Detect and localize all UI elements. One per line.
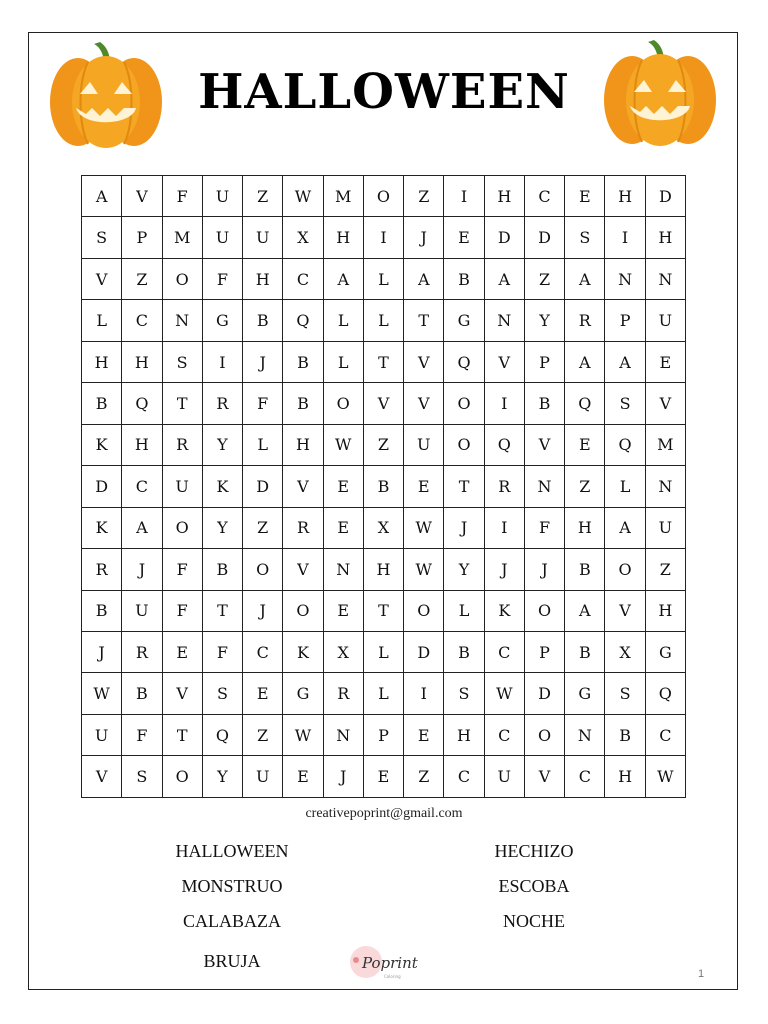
grid-cell: R xyxy=(565,300,605,341)
grid-cell: B xyxy=(524,383,564,424)
grid-cell: X xyxy=(323,631,363,672)
grid-cell: Z xyxy=(404,176,444,217)
grid-cell: O xyxy=(243,549,283,590)
grid-row xyxy=(82,507,686,548)
grid-cell: B xyxy=(444,258,484,299)
grid-cell: H xyxy=(605,176,645,217)
grid-cell: J xyxy=(243,590,283,631)
grid-cell: E xyxy=(404,714,444,755)
grid-cell: D xyxy=(243,466,283,507)
grid-cell: N xyxy=(323,714,363,755)
grid-cell: H xyxy=(122,341,162,382)
grid-cell: J xyxy=(82,631,122,672)
grid-cell: O xyxy=(283,590,323,631)
grid-cell: D xyxy=(645,176,685,217)
grid-cell: E xyxy=(162,631,202,672)
grid-cell: H xyxy=(605,756,645,798)
grid-cell: C xyxy=(565,756,605,798)
grid-cell: H xyxy=(565,507,605,548)
grid-cell: F xyxy=(162,590,202,631)
grid-cell: M xyxy=(162,217,202,258)
grid-cell: V xyxy=(162,673,202,714)
grid-cell: V xyxy=(82,756,122,798)
grid-cell: W xyxy=(283,714,323,755)
grid-cell: U xyxy=(202,176,242,217)
grid-cell: H xyxy=(122,424,162,465)
grid-cell: H xyxy=(82,341,122,382)
grid-cell: H xyxy=(323,217,363,258)
grid-cell: B xyxy=(565,631,605,672)
grid-cell: F xyxy=(524,507,564,548)
grid-cell: Z xyxy=(524,258,564,299)
grid-cell: B xyxy=(283,383,323,424)
grid-cell: T xyxy=(202,590,242,631)
grid-cell: U xyxy=(162,466,202,507)
svg-text:Coloring: Coloring xyxy=(384,974,401,979)
grid-cell: L xyxy=(363,258,403,299)
grid-cell: O xyxy=(323,383,363,424)
grid-cell: Q xyxy=(645,673,685,714)
grid-cell: H xyxy=(444,714,484,755)
grid-cell: Z xyxy=(363,424,403,465)
grid-cell: Z xyxy=(404,756,444,798)
grid-cell: L xyxy=(363,631,403,672)
grid-cell: E xyxy=(283,756,323,798)
grid-cell: A xyxy=(605,341,645,382)
grid-cell: E xyxy=(444,217,484,258)
grid-cell: A xyxy=(484,258,524,299)
grid-cell: R xyxy=(484,466,524,507)
grid-row xyxy=(82,549,686,590)
grid-cell: M xyxy=(323,176,363,217)
grid-cell: G xyxy=(283,673,323,714)
word-list-item: HECHIZO xyxy=(494,841,574,861)
grid-cell: F xyxy=(162,176,202,217)
grid-cell: J xyxy=(444,507,484,548)
grid-cell: P xyxy=(605,300,645,341)
grid-cell: A xyxy=(605,507,645,548)
grid-cell: R xyxy=(323,673,363,714)
grid-cell: H xyxy=(283,424,323,465)
grid-cell: V xyxy=(645,383,685,424)
grid-row xyxy=(82,176,686,217)
grid-cell: G xyxy=(565,673,605,714)
grid-cell: Q xyxy=(444,341,484,382)
grid-cell: Z xyxy=(645,549,685,590)
grid-row xyxy=(82,424,686,465)
grid-cell: C xyxy=(122,466,162,507)
grid-cell: F xyxy=(202,258,242,299)
grid-cell: U xyxy=(484,756,524,798)
grid-cell: G xyxy=(444,300,484,341)
grid-cell: C xyxy=(484,714,524,755)
grid-cell: J xyxy=(404,217,444,258)
poprint-logo-icon xyxy=(346,940,418,984)
grid-cell: O xyxy=(162,756,202,798)
grid-cell: S xyxy=(162,341,202,382)
grid-cell: V xyxy=(283,466,323,507)
grid-cell: C xyxy=(524,176,564,217)
grid-cell: L xyxy=(605,466,645,507)
word-list-item: MONSTRUO xyxy=(181,876,283,896)
grid-row xyxy=(82,217,686,258)
word-list-item: BRUJA xyxy=(203,951,261,971)
grid-cell: P xyxy=(122,217,162,258)
grid-cell: E xyxy=(565,424,605,465)
grid-cell: T xyxy=(444,466,484,507)
grid-cell: A xyxy=(404,258,444,299)
grid-cell: Q xyxy=(484,424,524,465)
grid-cell: M xyxy=(645,424,685,465)
grid-cell: U xyxy=(243,217,283,258)
page-title: HALLOWEEN xyxy=(198,64,570,120)
grid-cell: Y xyxy=(202,507,242,548)
grid-cell: U xyxy=(82,714,122,755)
grid-cell: D xyxy=(82,466,122,507)
grid-cell: S xyxy=(202,673,242,714)
grid-cell: S xyxy=(605,673,645,714)
grid-cell: H xyxy=(484,176,524,217)
grid-cell: I xyxy=(363,217,403,258)
grid-cell: B xyxy=(283,341,323,382)
grid-cell: K xyxy=(82,507,122,548)
grid-cell: Z xyxy=(243,507,283,548)
grid-cell: T xyxy=(363,590,403,631)
grid-cell: A xyxy=(565,341,605,382)
grid-cell: I xyxy=(484,507,524,548)
grid-cell: F xyxy=(122,714,162,755)
grid-cell: E xyxy=(323,507,363,548)
grid-cell: S xyxy=(444,673,484,714)
grid-cell: J xyxy=(484,549,524,590)
grid-cell: Y xyxy=(524,300,564,341)
grid-cell: G xyxy=(202,300,242,341)
grid-cell: A xyxy=(565,258,605,299)
grid-cell: U xyxy=(645,507,685,548)
grid-cell: U xyxy=(645,300,685,341)
grid-cell: X xyxy=(363,507,403,548)
grid-cell: V xyxy=(404,341,444,382)
grid-cell: W xyxy=(404,507,444,548)
grid-cell: Z xyxy=(243,714,283,755)
grid-cell: U xyxy=(122,590,162,631)
grid-cell: V xyxy=(283,549,323,590)
grid-cell: V xyxy=(524,756,564,798)
grid-row xyxy=(82,300,686,341)
grid-cell: D xyxy=(484,217,524,258)
grid-cell: E xyxy=(363,756,403,798)
grid-cell: J xyxy=(122,549,162,590)
page-number: 1 xyxy=(698,968,705,980)
grid-row xyxy=(82,258,686,299)
grid-cell: A xyxy=(82,176,122,217)
grid-cell: C xyxy=(283,258,323,299)
grid-row xyxy=(82,631,686,672)
grid-cell: W xyxy=(645,756,685,798)
grid-cell: W xyxy=(484,673,524,714)
grid-cell: V xyxy=(484,341,524,382)
grid-cell: R xyxy=(122,631,162,672)
grid-cell: O xyxy=(363,176,403,217)
word-list-item: HALLOWEEN xyxy=(175,841,289,861)
grid-cell: Q xyxy=(122,383,162,424)
grid-cell: I xyxy=(605,217,645,258)
grid-cell: A xyxy=(565,590,605,631)
grid-cell: V xyxy=(363,383,403,424)
grid-cell: V xyxy=(404,383,444,424)
grid-cell: T xyxy=(162,714,202,755)
grid-cell: J xyxy=(524,549,564,590)
grid-row xyxy=(82,341,686,382)
grid-cell: F xyxy=(162,549,202,590)
grid-cell: Q xyxy=(283,300,323,341)
grid-cell: S xyxy=(605,383,645,424)
grid-cell: E xyxy=(323,466,363,507)
grid-cell: B xyxy=(243,300,283,341)
grid-cell: D xyxy=(524,673,564,714)
grid-cell: J xyxy=(323,756,363,798)
grid-cell: L xyxy=(444,590,484,631)
grid-cell: W xyxy=(283,176,323,217)
svg-text:Poprint: Poprint xyxy=(362,954,418,972)
grid-cell: W xyxy=(82,673,122,714)
grid-cell: L xyxy=(323,300,363,341)
grid-cell: E xyxy=(645,341,685,382)
contact-email: creativepoprint@gmail.com xyxy=(305,806,463,821)
grid-cell: L xyxy=(323,341,363,382)
grid-cell: R xyxy=(202,383,242,424)
grid-cell: P xyxy=(363,714,403,755)
grid-cell: E xyxy=(323,590,363,631)
grid-cell: I xyxy=(484,383,524,424)
grid-cell: I xyxy=(202,341,242,382)
grid-cell: N xyxy=(484,300,524,341)
grid-cell: S xyxy=(82,217,122,258)
grid-cell: B xyxy=(202,549,242,590)
grid-cell: N xyxy=(162,300,202,341)
grid-cell: V xyxy=(82,258,122,299)
grid-cell: T xyxy=(404,300,444,341)
grid-cell: X xyxy=(283,217,323,258)
grid-cell: O xyxy=(444,383,484,424)
grid-cell: O xyxy=(404,590,444,631)
grid-cell: O xyxy=(524,714,564,755)
grid-cell: A xyxy=(122,507,162,548)
grid-cell: V xyxy=(524,424,564,465)
grid-row xyxy=(82,466,686,507)
grid-cell: S xyxy=(565,217,605,258)
grid-cell: H xyxy=(645,590,685,631)
grid-cell: C xyxy=(243,631,283,672)
grid-cell: F xyxy=(243,383,283,424)
grid-row xyxy=(82,714,686,755)
grid-row xyxy=(82,383,686,424)
grid-cell: B xyxy=(82,383,122,424)
grid-cell: O xyxy=(162,507,202,548)
grid-cell: C xyxy=(645,714,685,755)
grid-cell: V xyxy=(605,590,645,631)
grid-cell: P xyxy=(524,631,564,672)
grid-cell: O xyxy=(444,424,484,465)
grid-cell: U xyxy=(202,217,242,258)
grid-cell: O xyxy=(605,549,645,590)
grid-cell: I xyxy=(404,673,444,714)
grid-cell: H xyxy=(243,258,283,299)
grid-cell: B xyxy=(565,549,605,590)
grid-cell: A xyxy=(323,258,363,299)
grid-cell: K xyxy=(82,424,122,465)
grid-cell: Y xyxy=(202,424,242,465)
grid-row xyxy=(82,590,686,631)
grid-cell: R xyxy=(283,507,323,548)
grid-cell: N xyxy=(565,714,605,755)
grid-cell: E xyxy=(404,466,444,507)
grid-cell: N xyxy=(524,466,564,507)
grid-cell: D xyxy=(524,217,564,258)
grid-cell: D xyxy=(404,631,444,672)
grid-cell: J xyxy=(243,341,283,382)
grid-cell: H xyxy=(645,217,685,258)
grid-cell: Q xyxy=(202,714,242,755)
grid-cell: N xyxy=(605,258,645,299)
word-list-item: NOCHE xyxy=(503,911,565,931)
grid-cell: N xyxy=(323,549,363,590)
grid-cell: R xyxy=(82,549,122,590)
grid-cell: Q xyxy=(565,383,605,424)
grid-cell: W xyxy=(404,549,444,590)
grid-cell: B xyxy=(122,673,162,714)
grid-cell: Z xyxy=(122,258,162,299)
grid-cell: U xyxy=(404,424,444,465)
grid-cell: H xyxy=(363,549,403,590)
grid-cell: K xyxy=(283,631,323,672)
grid-cell: Q xyxy=(605,424,645,465)
grid-cell: E xyxy=(243,673,283,714)
grid-cell: Y xyxy=(202,756,242,798)
grid-cell: N xyxy=(645,466,685,507)
grid-cell: C xyxy=(484,631,524,672)
grid-cell: R xyxy=(162,424,202,465)
grid-cell: E xyxy=(565,176,605,217)
grid-cell: U xyxy=(243,756,283,798)
grid-cell: Y xyxy=(444,549,484,590)
grid-cell: L xyxy=(82,300,122,341)
grid-row xyxy=(82,756,686,798)
grid-row xyxy=(82,673,686,714)
word-list-item: CALABAZA xyxy=(183,911,281,931)
grid-cell: Z xyxy=(565,466,605,507)
grid-cell: L xyxy=(363,300,403,341)
grid-cell: S xyxy=(122,756,162,798)
grid-cell: T xyxy=(363,341,403,382)
grid-cell: T xyxy=(162,383,202,424)
grid-cell: V xyxy=(122,176,162,217)
grid-cell: F xyxy=(202,631,242,672)
grid-cell: W xyxy=(323,424,363,465)
grid-cell: B xyxy=(82,590,122,631)
grid-cell: B xyxy=(605,714,645,755)
grid-cell: L xyxy=(243,424,283,465)
grid-cell: N xyxy=(645,258,685,299)
grid-cell: X xyxy=(605,631,645,672)
word-search-grid xyxy=(81,175,686,798)
grid-cell: L xyxy=(363,673,403,714)
grid-cell: I xyxy=(444,176,484,217)
grid-cell: K xyxy=(202,466,242,507)
grid-cell: C xyxy=(444,756,484,798)
grid-cell: Z xyxy=(243,176,283,217)
grid-cell: B xyxy=(444,631,484,672)
grid-cell: B xyxy=(363,466,403,507)
grid-cell: O xyxy=(524,590,564,631)
grid-cell: O xyxy=(162,258,202,299)
word-list-item: ESCOBA xyxy=(498,876,570,896)
grid-cell: G xyxy=(645,631,685,672)
grid-cell: P xyxy=(524,341,564,382)
grid-cell: K xyxy=(484,590,524,631)
grid-cell: C xyxy=(122,300,162,341)
